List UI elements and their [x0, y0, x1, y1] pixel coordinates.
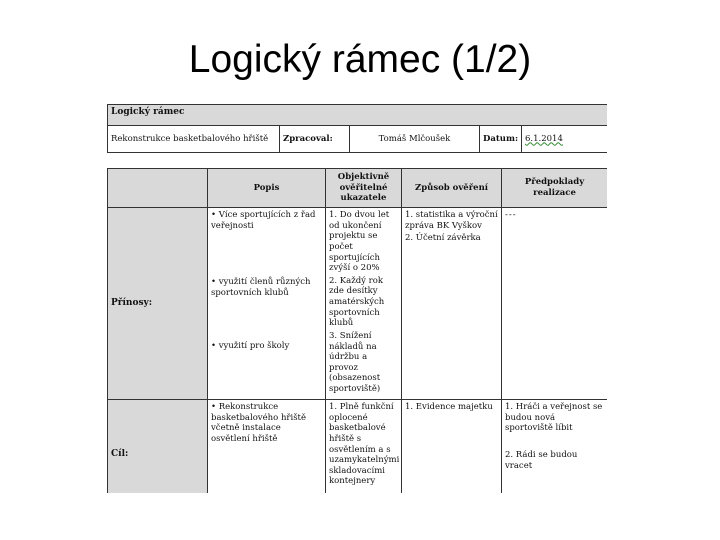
list-item: • využití pro školy	[211, 340, 290, 351]
popis-cell	[208, 400, 326, 494]
logframe-table	[107, 168, 607, 493]
project-name: Rekonstrukce basketbalového hřiště	[108, 126, 280, 153]
list-item: 1. Hráči a veřejnost se budou nová sportoviště líbit	[505, 402, 603, 434]
list-item: 1. Evidence majetku	[405, 402, 493, 412]
list-item: • využití členů různých sportovních klubů	[211, 277, 311, 298]
col-header-indicators: Objektivně ověřitelné ukazatele	[326, 169, 402, 208]
indicators-cell	[326, 208, 402, 400]
logframe-document	[107, 100, 607, 493]
corner-cell	[108, 169, 208, 208]
date-text: 6.1.2014	[525, 133, 563, 144]
assumptions-cell	[502, 208, 608, 400]
list-item: 1. statistika a výroční zpráva BK Vyškov	[405, 210, 498, 231]
prepared-by-value: Tomáš Mlčoušek	[350, 126, 480, 153]
list-item: 3. Snížení nákladů na údržbu a provoz (obsazenost sportoviště)	[329, 330, 381, 394]
verification-cell	[402, 400, 502, 494]
indicators-cell	[326, 400, 402, 494]
verification-cell	[402, 208, 502, 400]
list-item: • Rekonstrukce basketbalového hřiště včetně instalace osvětlení hřiště	[211, 402, 307, 444]
row-label-cil: Cíl:	[108, 400, 208, 494]
list-item: 1. Plně funkční oplocené basketbalové hřiště s osvětlením a s uzamykatelnými skladovacími kontejnery	[329, 402, 400, 487]
list-item: 1. Do dvou let od ukončení projektu se počet sportujících zvýší o 20%	[329, 210, 390, 274]
list-item: 2. Rádi se budou vracet	[505, 449, 578, 471]
date-label: Datum:	[480, 126, 522, 153]
list-item: 2. Každý rok zde desítky amatérských sportovních klubů	[329, 275, 385, 329]
assumptions-cell	[502, 400, 608, 494]
logframe-title: Logický rámec	[108, 105, 608, 126]
row-label-prinosy: Přínosy:	[108, 208, 208, 400]
table-row	[108, 400, 608, 494]
list-item: • Více sportujících z řad veřejnosti	[211, 210, 316, 231]
date-value	[522, 126, 608, 153]
popis-cell	[208, 208, 326, 400]
col-header-popis: Popis	[208, 169, 326, 208]
list-item: 2. Účetní závěrka	[405, 233, 481, 244]
slide-title: Logický rámec (1/2)	[188, 38, 532, 81]
col-header-assumptions: Předpoklady realizace	[502, 169, 608, 208]
header-table	[107, 104, 607, 153]
prepared-by-label: Zpracoval:	[280, 126, 350, 153]
table-row	[108, 208, 608, 400]
col-header-verification: Způsob ověření	[402, 169, 502, 208]
list-item: ---	[505, 210, 517, 220]
